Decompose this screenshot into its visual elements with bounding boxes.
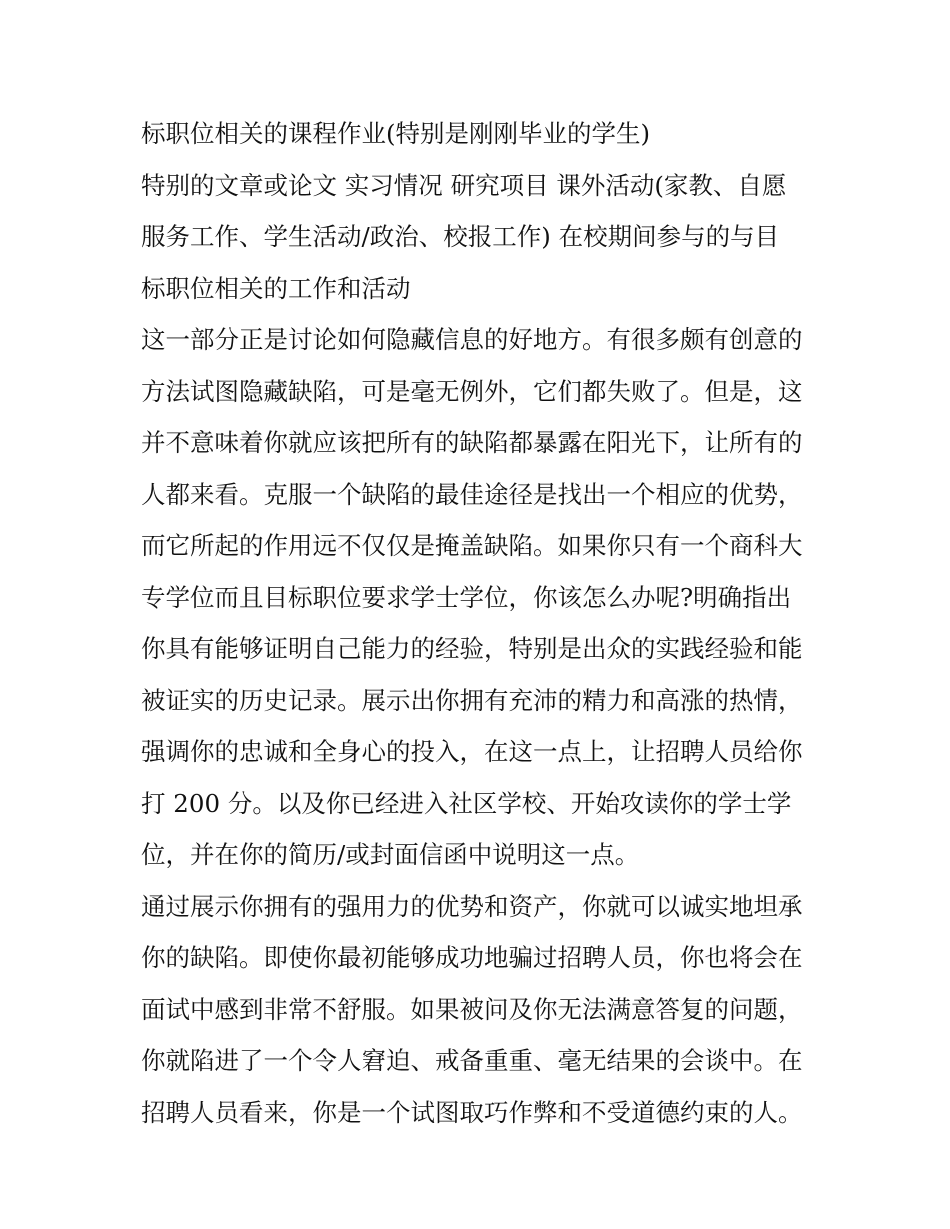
text-line: 标职位相关的工作和活动 bbox=[141, 273, 411, 303]
text-line: 人都来看。克服一个缺陷的最佳途径是找出一个相应的优势， bbox=[141, 479, 803, 509]
text-line: 强调你的忠诚和全身心的投入，在这一点上，让招聘人员给你 bbox=[141, 737, 803, 766]
text-line: 位，并在你的简历/或封面信函中说明这一点。 bbox=[141, 840, 640, 869]
body-text bbox=[141, 108, 821, 1138]
text-line: 特别的文章或论文 实习情况 研究项目 课外活动(家教、自愿 bbox=[141, 170, 787, 200]
text-line: 打 200 分。以及你已经进入社区学校、开始攻读你的学士学 bbox=[141, 788, 792, 818]
text-line: 面试中感到非常不舒服。如果被问及你无法满意答复的问题， bbox=[141, 994, 803, 1024]
text-line: 服务工作、学生活动/政治、校报工作) 在校期间参与的与目 bbox=[141, 222, 780, 251]
text-line: 这一部分正是讨论如何隐藏信息的好地方。有很多颇有创意的 bbox=[141, 325, 803, 354]
text-line: 标职位相关的课程作业(特别是刚刚毕业的学生) bbox=[141, 119, 651, 148]
text-line: 你具有能够证明自己能力的经验，特别是出众的实践经验和能 bbox=[141, 634, 803, 663]
text-line: 并不意味着你就应该把所有的缺陷都暴露在阳光下，让所有的 bbox=[141, 428, 803, 457]
text-line: 通过展示你拥有的强用力的优势和资产，你就可以诚实地坦承 bbox=[141, 891, 803, 921]
text-line: 你就陷进了一个令人窘迫、戒备重重、毫无结果的会谈中。在 bbox=[141, 1046, 803, 1075]
text-line: 而它所起的作用远不仅仅是掩盖缺陷。如果你只有一个商科大 bbox=[141, 531, 803, 560]
text-line: 被证实的历史记录。展示出你拥有充沛的精力和高涨的热情， bbox=[141, 685, 803, 715]
text-line: 方法试图隐藏缺陷，可是毫无例外，它们都失败了。但是，这 bbox=[141, 376, 803, 406]
text-line: 你的缺陷。即使你最初能够成功地骗过招聘人员，你也将会在 bbox=[141, 943, 803, 972]
text-line: 招聘人员看来，你是一个试图取巧作弊和不受道德约束的人。 bbox=[141, 1097, 803, 1127]
text-line: 专学位而且目标职位要求学士学位，你该怎么办呢?明确指出 bbox=[141, 582, 792, 612]
